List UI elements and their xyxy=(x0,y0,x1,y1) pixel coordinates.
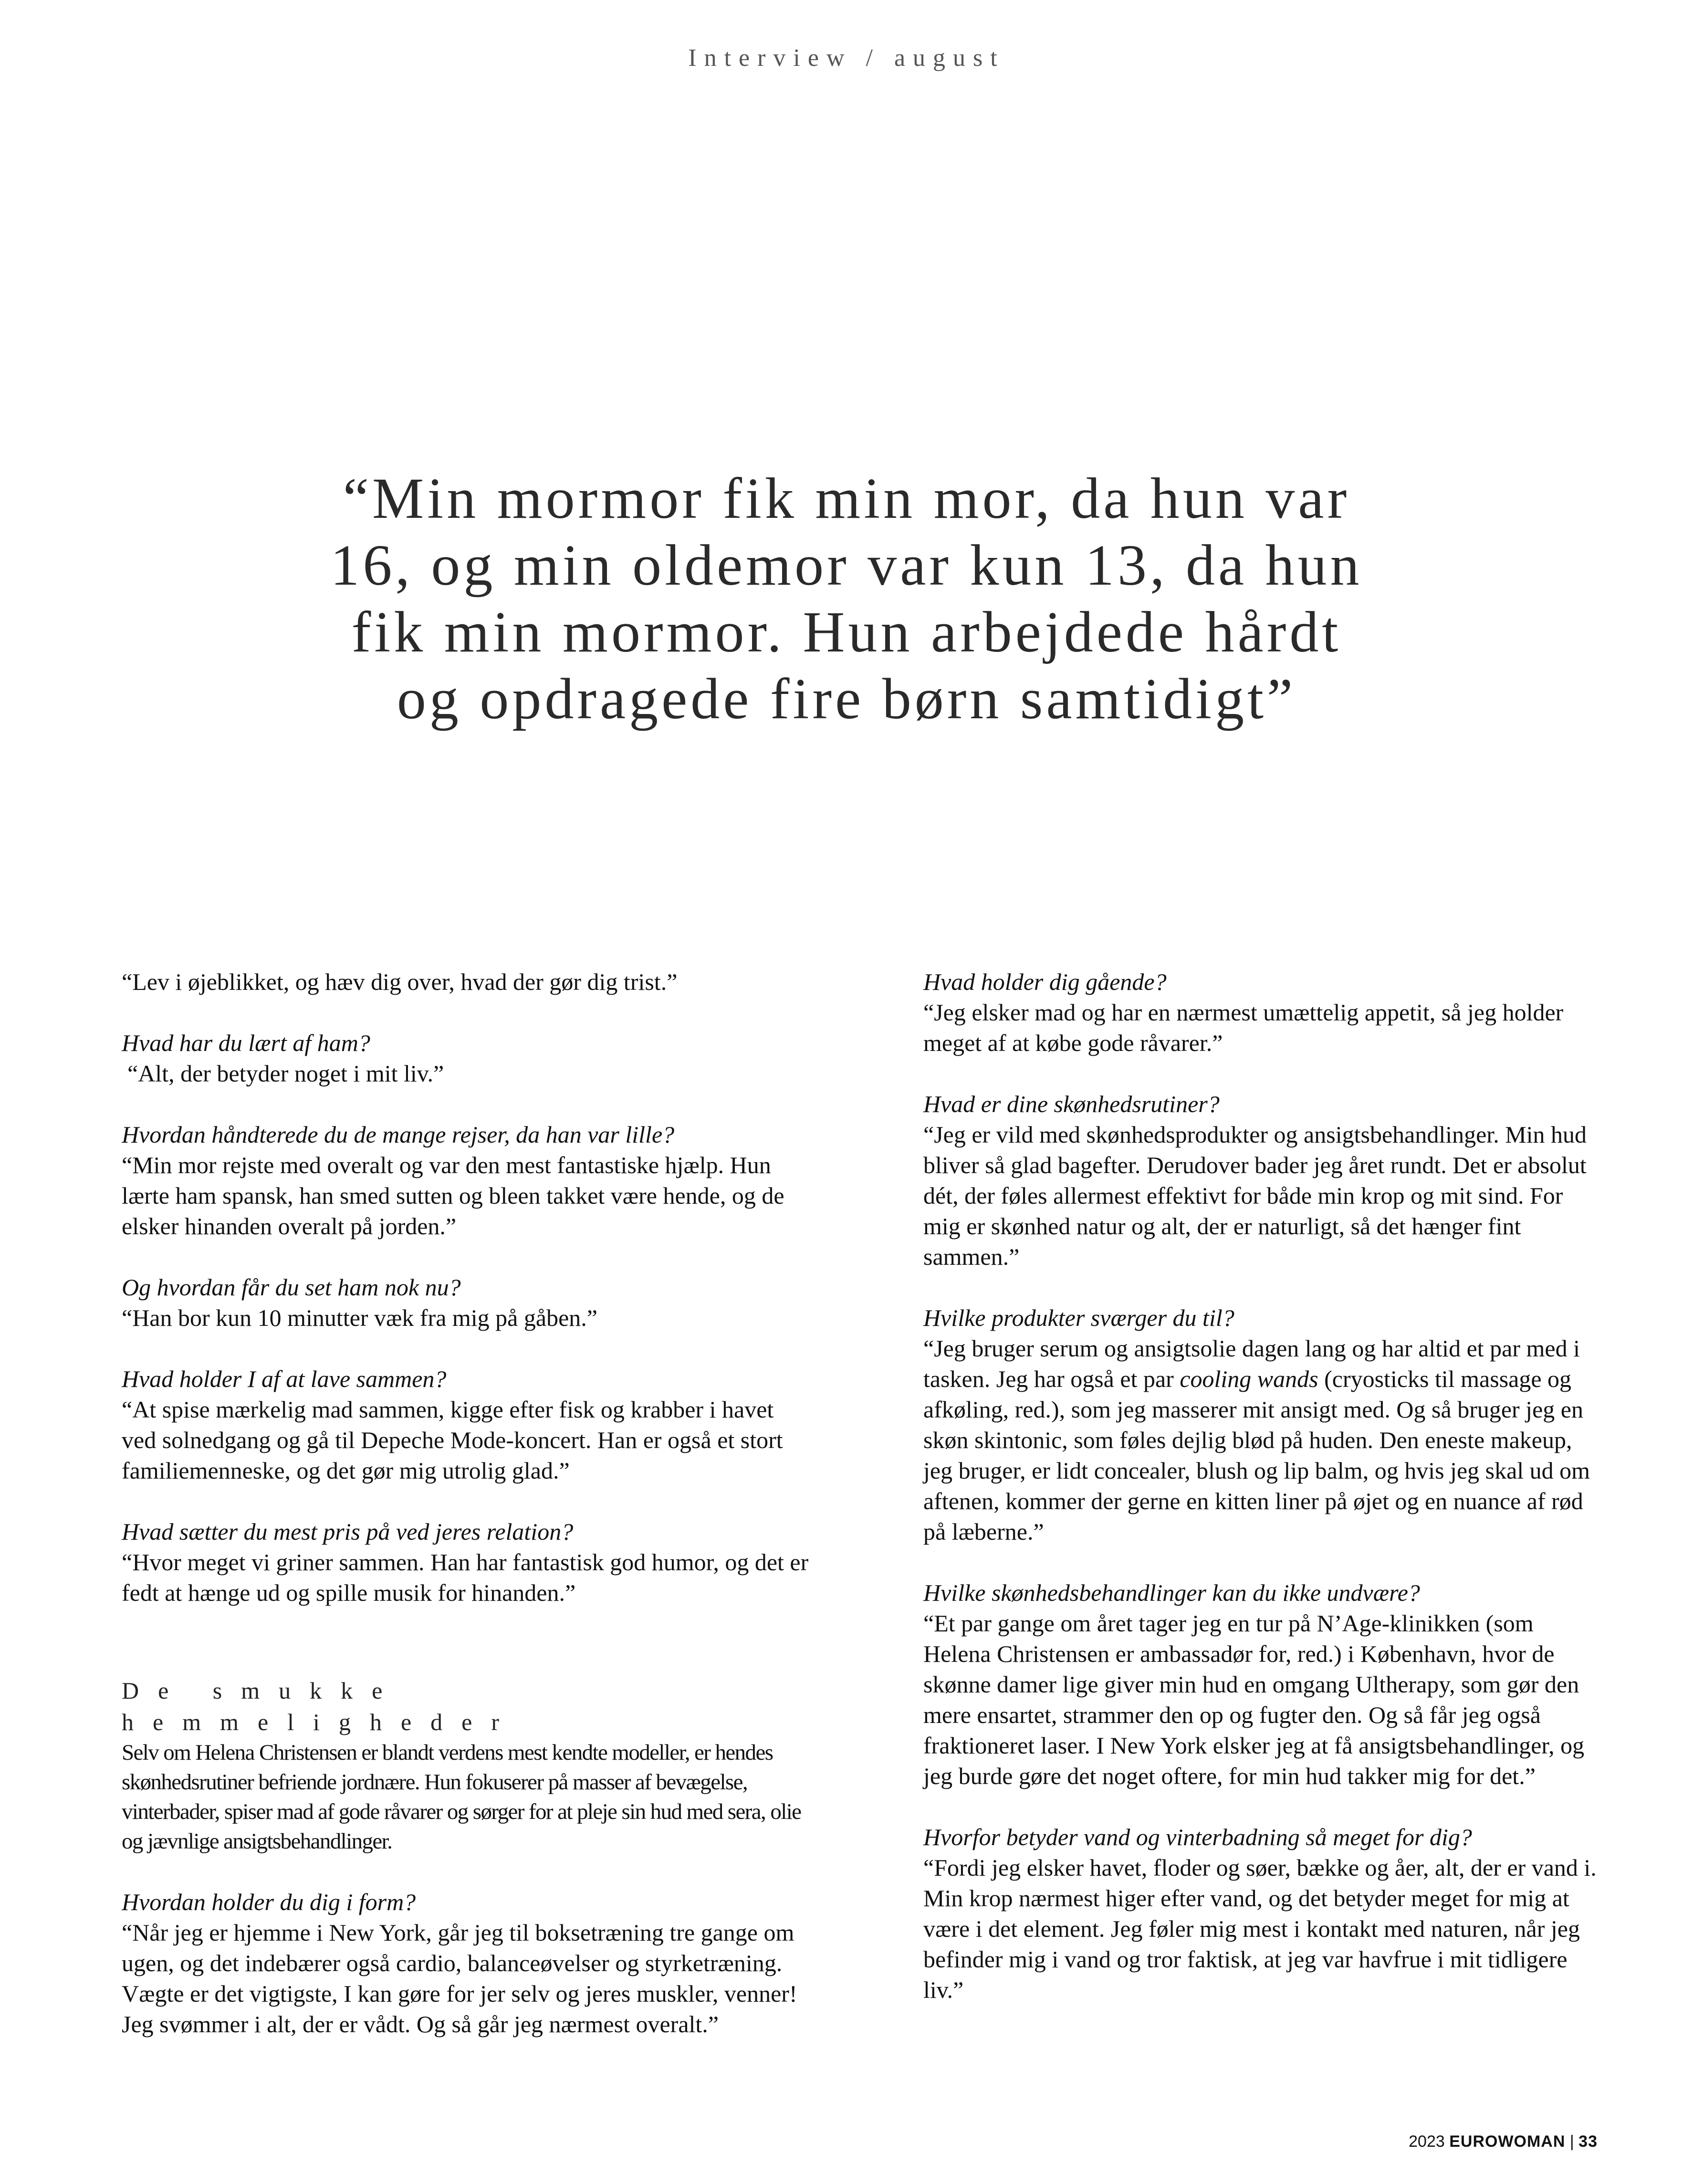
interview-question: Hvilke skønhedsbehandlinger kan du ikke undvære? xyxy=(923,1579,1420,1606)
section-heading: De smukke hemmeligheder xyxy=(122,1677,518,1735)
interview-question: Hvad har du lært af ham? xyxy=(122,1029,370,1056)
interview-answer: “Min mor rejste med overalt og var den mest fantastiske hjælp. Hun lærte ham spansk, han smed sutten og bleen takket være hende, og de elsker hinanden overalt på jorden.” xyxy=(122,1152,784,1239)
qa-block xyxy=(923,1302,1601,1547)
interview-answer: “Jeg er vild med skønhedsprodukter og ansigtsbehandlinger. Min hud bliver så glad bagefter. Derudover bader jeg året rundt. Det er absolut dét, der føles allermest effektivt for både min krop og mit sind. For mig er skønhed natur og alt, der er naturligt, så det hænger fint sammen.” xyxy=(923,1121,1587,1270)
answer-text: “Jeg bruger serum og ansigtsolie dagen lang og har altid et par med i tasken. Jeg har også et par xyxy=(923,1335,1580,1392)
interview-answer: “Hvor meget vi griner sammen. Han har fantastisk god humor, og det er fedt at hænge ud og spille musik for hinanden.” xyxy=(122,1549,809,1606)
product-term: cooling wands xyxy=(1180,1365,1318,1392)
qa-block xyxy=(923,966,1601,1058)
right-column xyxy=(923,966,1601,2036)
interview-answer: “Alt, der betyder noget i mit liv.” xyxy=(127,1060,444,1087)
interview-answer: “Når jeg er hjemme i New York, går jeg til boksetræning tre gange om ugen, og det indebærer også cardio, balanceøvelser og styrketræning. Vægte er det vigtigste, I kan gøre for jer selv og jeres muskler, venner! Jeg svømmer i alt, der er vådt. Og så går jeg nærmest overalt.” xyxy=(122,1919,797,2037)
interview-question: Hvad sætter du mest pris på ved jeres relation? xyxy=(122,1518,574,1545)
pull-quote-line: “Min mormor fik min mor, da hun var xyxy=(343,466,1350,531)
answer-text: (cryosticks til massage og afkøling, red.), som jeg masserer mit ansigt med. Og så bruger jeg en skøn skintonic, som føles dejlig blød på huden. Den eneste makeup, jeg bruger, er lidt concealer, blush og lip balm, og hvis jeg skal ud om aftenen, kommer der gerne en kitten liner på øjet og en nuance af rød på læberne.” xyxy=(923,1365,1590,1545)
interview-answer xyxy=(923,1333,1601,1547)
qa-block xyxy=(122,1887,811,2039)
footer-separator: | xyxy=(1569,2132,1574,2151)
interview-question: Hvad holder I af at lave sammen? xyxy=(122,1365,447,1392)
qa-block xyxy=(122,1364,811,1486)
section-kicker: Interview / august xyxy=(688,44,1005,72)
interview-question: Hvilke produkter sværger du til? xyxy=(923,1304,1234,1331)
opening-quote-block xyxy=(122,966,811,997)
interview-answer: “Han bor kun 10 minutter væk fra mig på gåben.” xyxy=(122,1304,597,1331)
pull-quote-line: og opdragede fire børn samtidigt” xyxy=(397,667,1296,731)
qa-block xyxy=(923,1822,1601,2005)
qa-block xyxy=(122,1516,811,1608)
qa-block xyxy=(923,1089,1601,1272)
pull-quote xyxy=(286,465,1407,733)
page-footer xyxy=(1409,2132,1598,2151)
qa-block xyxy=(122,1272,811,1333)
interview-answer: “Et par gange om året tager jeg en tur på N’Age-klinikken (som Helena Christensen er ambassadør for, red.) i København, hvor de skønne damer lige giver min hud en omgang Ultherapy, som gør den mere ensartet, strammer den op og fugter den. Og så får jeg også fraktioneret laser. I New York elsker jeg at få ansigtsbehandlinger, og jeg burde gøre det noget oftere, for min hud takker mig for det.” xyxy=(923,1610,1585,1789)
interview-question: Og hvordan får du set ham nok nu? xyxy=(122,1274,461,1301)
interview-answer: “At spise mærkelig mad sammen, kigge efter fisk og krabber i havet ved solnedgang og gå til Depeche Mode-koncert. Han er også et stort familiemenneske, og det gør mig utrolig glad.” xyxy=(122,1396,783,1484)
footer-year: 2023 xyxy=(1409,2132,1445,2151)
interview-question: Hvad er dine skønhedsrutiner? xyxy=(923,1091,1220,1117)
interview-answer: “Fordi jeg elsker havet, floder og søer, bække og åer, alt, der er vand i. Min krop nærmest higer efter vand, og det betyder meget for mig at være i det element. Jeg føler mig mest i kontakt med naturen, når jeg befinder mig i vand og tror faktisk, at jeg var havfrue i mit tidligere liv.” xyxy=(923,1854,1597,2003)
interview-question: Hvad holder dig gående? xyxy=(923,968,1167,995)
page-number: 33 xyxy=(1578,2132,1598,2151)
interview-question: Hvorfor betyder vand og vinterbadning så meget for dig? xyxy=(923,1824,1472,1850)
qa-block xyxy=(923,1577,1601,1791)
opening-quote: “Lev i øjeblikket, og hæv dig over, hvad der gør dig trist.” xyxy=(122,968,678,995)
left-column xyxy=(122,966,811,2070)
pull-quote-line: 16, og min oldemor var kun 13, da hun xyxy=(330,533,1363,598)
interview-question: Hvordan håndterede du de mange rejser, da han var lille? xyxy=(122,1121,675,1148)
section-intro: Selv om Helena Christensen er blandt verdens mest kendte modeller, er hendes skønhedsrutiner befriende jordnære. Hun fokuserer på masser af bevægelse, vinterbader, spiser mad af gode råvarer og sørger for at pleje sin hud med sera, olie og jævnlige ansigtsbehandlinger. xyxy=(122,1740,801,1854)
interview-question: Hvordan holder du dig i form? xyxy=(122,1889,416,1915)
qa-block xyxy=(122,1119,811,1241)
pull-quote-line: fik min mormor. Hun arbejdede hårdt xyxy=(351,600,1342,664)
section-block xyxy=(122,1675,811,1856)
interview-answer: “Jeg elsker mad og har en nærmest umættelig appetit, så jeg holder meget af at købe gode råvarer.” xyxy=(923,999,1564,1056)
qa-block xyxy=(122,1028,811,1089)
footer-brand: EUROWOMAN xyxy=(1449,2132,1566,2151)
